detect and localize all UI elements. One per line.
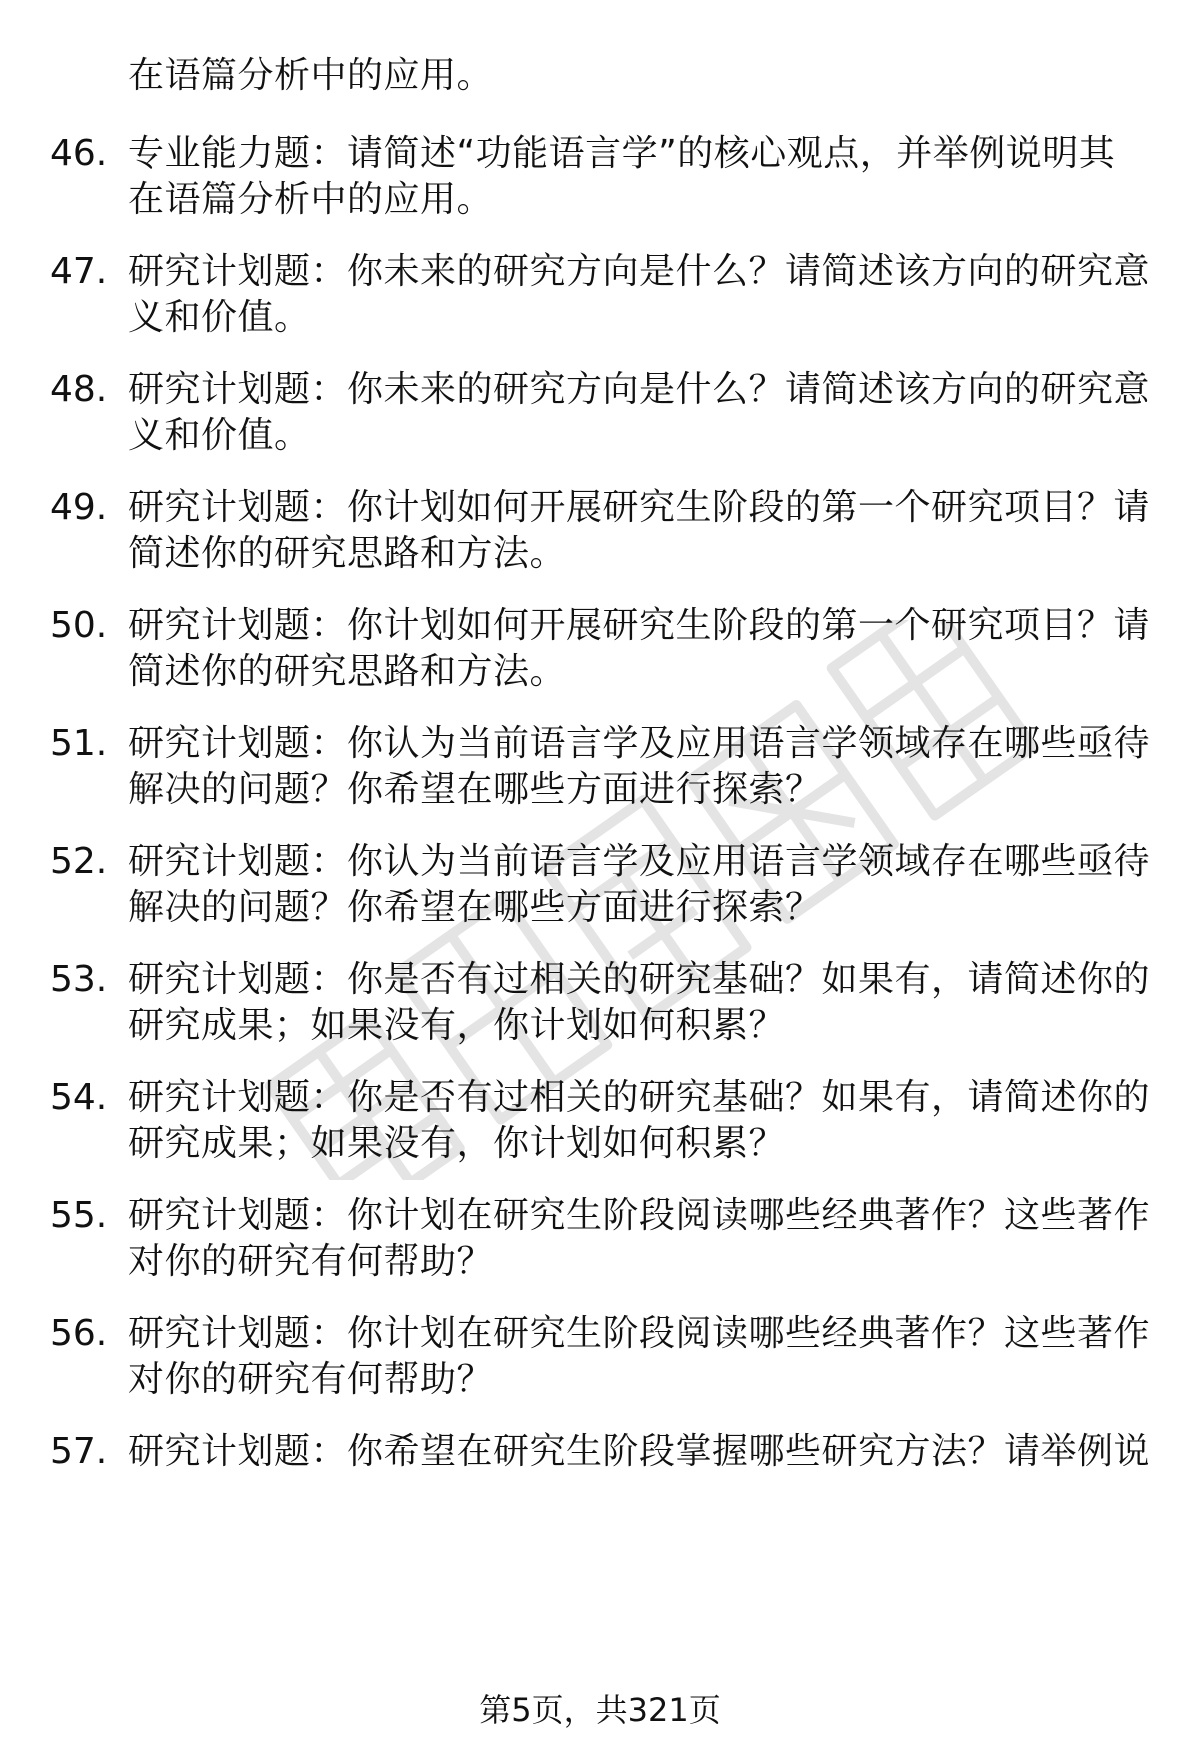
item-number: 46. [50,133,108,174]
item-text-line: 研究计划题：你计划如何开展研究生阶段的第一个研究项目？请 [128,487,1151,528]
item-text-line: 简述你的研究思路和方法。 [128,533,567,574]
item-text-line: 研究计划题：你认为当前语言学及应用语言学领域存在哪些亟待 [128,723,1151,764]
item-text-line: 研究计划题：你是否有过相关的研究基础？如果有，请简述你的 [128,1077,1151,1118]
item-number: 47. [50,251,108,292]
item-number: 48. [50,369,108,410]
item-text-line: 研究计划题：你计划在研究生阶段阅读哪些经典著作？这些著作 [128,1313,1151,1354]
item-number: 57. [50,1431,108,1472]
item-number: 54. [50,1077,108,1118]
item-text-line: 研究计划题：你计划如何开展研究生阶段的第一个研究项目？请 [128,605,1151,646]
continuation-line: 在语篇分析中的应用。 [128,55,494,96]
item-text-line: 简述你的研究思路和方法。 [128,651,567,692]
item-text-line: 义和价值。 [128,415,311,456]
item-number: 55. [50,1195,108,1236]
item-text-line: 义和价值。 [128,297,311,338]
item-number: 49. [50,487,108,528]
item-text-line: 研究成果；如果没有，你计划如何积累？ [128,1123,786,1164]
item-text-line: 对你的研究有何帮助？ [128,1241,494,1282]
item-number: 51. [50,723,108,764]
item-text-line: 研究计划题：你未来的研究方向是什么？请简述该方向的研究意 [128,251,1151,292]
item-text-line: 研究成果；如果没有，你计划如何积累？ [128,1005,786,1046]
item-text-line: 解决的问题？你希望在哪些方面进行探索？ [128,887,822,928]
item-number: 50. [50,605,108,646]
item-text-line: 研究计划题：你是否有过相关的研究基础？如果有，请简述你的 [128,959,1151,1000]
item-text-line: 研究计划题：你希望在研究生阶段掌握哪些研究方法？请举例说 [128,1431,1151,1472]
item-text-line: 专业能力题：请简述“功能语言学”的核心观点，并举例说明其 [128,133,1116,174]
item-number: 56. [50,1313,108,1354]
item-text-line: 解决的问题？你希望在哪些方面进行探索？ [128,769,822,810]
item-text-line: 研究计划题：你未来的研究方向是什么？请简述该方向的研究意 [128,369,1151,410]
item-text-line: 对你的研究有何帮助？ [128,1359,494,1400]
item-number: 52. [50,841,108,882]
page-footer: 第5页，共321页 [479,1691,721,1729]
item-text-line: 研究计划题：你认为当前语言学及应用语言学领域存在哪些亟待 [128,841,1151,882]
item-text-line: 在语篇分析中的应用。 [128,179,494,220]
item-text-line: 研究计划题：你计划在研究生阶段阅读哪些经典著作？这些著作 [128,1195,1151,1236]
item-number: 53. [50,959,108,1000]
